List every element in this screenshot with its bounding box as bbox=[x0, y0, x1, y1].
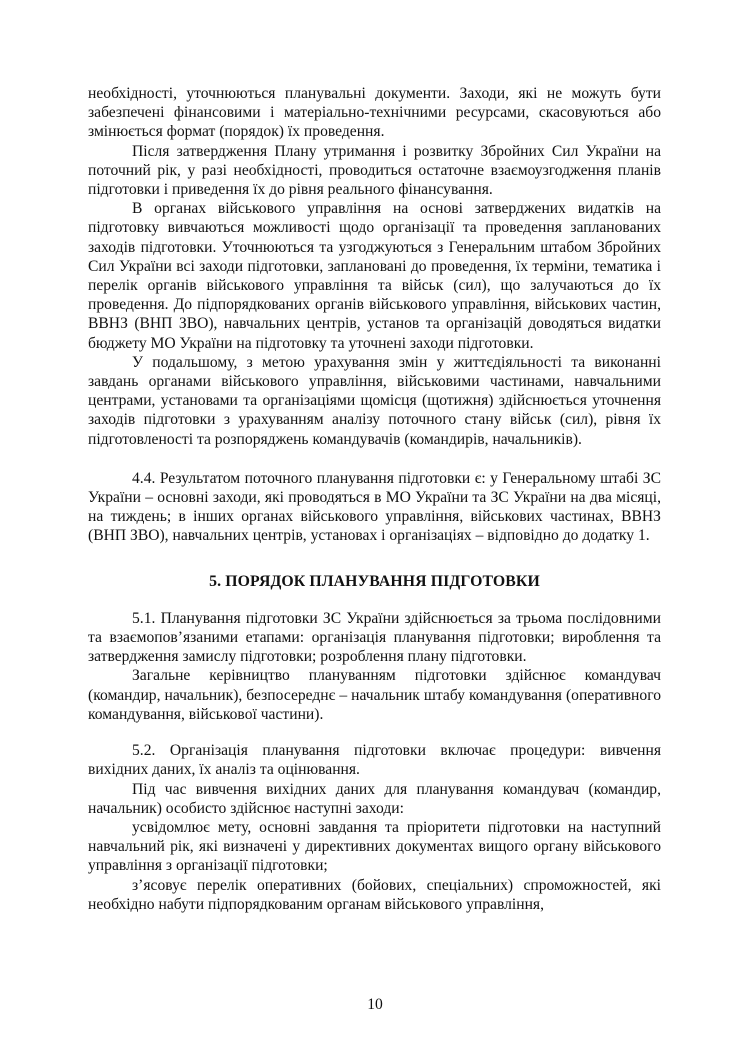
paragraph-plan-approval: Після затвердження Плану утримання і розвитку Збройних Сил України на поточний рік, у разі необхідності, проводиться остаточне взаємоузгодження планів підготовки і приведення їх до рівня реального фінансування. bbox=[88, 142, 661, 199]
paragraph-further-updates: У подальшому, з метою урахування змін у життєдіяльності та виконанні завдань органами військового управління, військовими частинами, навчальними центрами, установами та організаціями щомісця (щотижня) здійснюється уточнення заходів підготовки з урахуванням аналізу поточного стану військ (сил), рівня їх підготовленості та розпоряджень командувачів (командирів, начальників). bbox=[88, 353, 661, 448]
paragraph-military-bodies: В органах військового управління на основі затверджених видатків на підготовку вивчаються можливості щодо організації та проведення запланованих заходів підготовки. Уточнюються та узгоджуються з Генеральним штабом Збройних Сил України всі заходи підготовки, заплановані до проведення, їх терміни, тематика і перелік органів військового управління та військ (сил), що залучаються до їх проведення. До підпорядкованих органів військового управління, військових частин, ВВНЗ (ВНП ЗВО), навчальних центрів, установ та організацій доводяться видатки бюджету МО України на підготовку та уточнені заходи підготовки. bbox=[88, 200, 661, 352]
paragraph-general-management: Загальне керівництво плануванням підготовки здійснює командувач (командир, начальник), безпосереднє – начальник штабу командування (оперативного командування, військової частини). bbox=[88, 667, 661, 723]
section-heading: 5. ПОРЯДОК ПЛАНУВАННЯ ПІДГОТОВКИ bbox=[209, 572, 540, 590]
document-page bbox=[88, 84, 661, 914]
paragraph-4-4: 4.4. Результатом поточного планування підготовки є: у Генеральному штабі ЗС України – основні заходи, які проводяться в МО України та ЗС України на два місяці, на тиждень; в інших органах військового управління, військових частинах, ВВНЗ (ВНП ЗВО), навчальних центрів, установах і організаціях – відповідно до додатку 1. bbox=[88, 469, 661, 545]
paragraph-commander-measures: Під час вивчення вихідних даних для планування командувач (командир, начальник) особисто здійснює наступні заходи: bbox=[88, 780, 661, 817]
paragraph-5-1: 5.1. Планування підготовки ЗС України здійснюється за трьома послідовними та взаємопов’язаними етапами: організація планування підготовки; вироблення та затвердження замислу підготовки; розроблення плану підготовки. bbox=[88, 609, 661, 666]
paragraph-realizes-goal: усвідомлює мету, основні завдання та пріоритети підготовки на наступний навчальний рік, які визначені у директивних документах вищого органу військового управління з організації підготовки; bbox=[88, 818, 661, 875]
page-number: 10 bbox=[367, 996, 383, 1013]
paragraph-capabilities: з’ясовує перелік оперативних (бойових, спеціальних) спроможностей, які необхідно набути підпорядкованим органам військового управління, bbox=[88, 876, 661, 913]
paragraph-continuation: необхідності, уточнюються планувальні документи. Заходи, які не можуть бути забезпечені фінансовими і матеріально-технічними ресурсами, скасовуються або змінюється формат (порядок) їх проведення. bbox=[88, 85, 661, 141]
paragraph-5-2: 5.2. Організація планування підготовки включає процедури: вивчення вихідних даних, їх аналіз та оцінювання. bbox=[88, 742, 661, 779]
